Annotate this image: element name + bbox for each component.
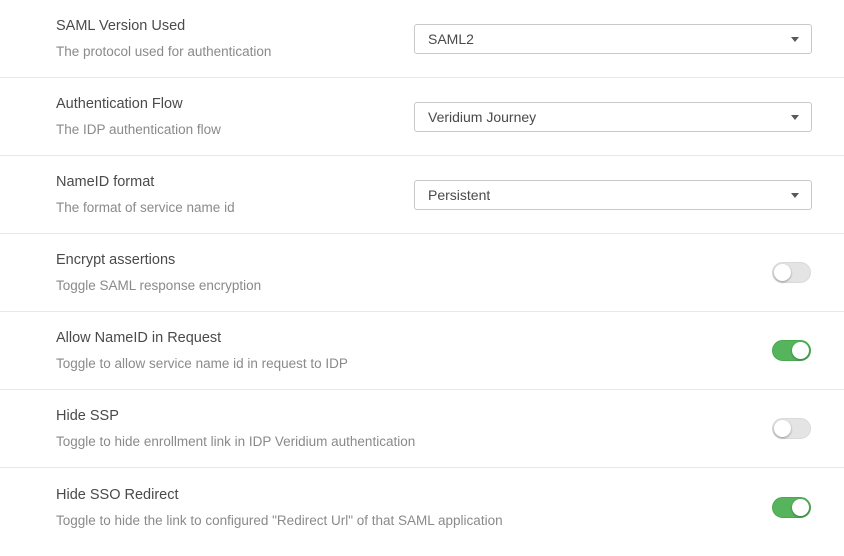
toggle-knob bbox=[774, 264, 791, 281]
setting-row-saml-version-used bbox=[0, 0, 844, 78]
select-saml-version-used[interactable] bbox=[414, 24, 812, 54]
toggle-knob bbox=[792, 342, 809, 359]
setting-text bbox=[56, 16, 271, 61]
toggle-knob bbox=[792, 499, 809, 516]
setting-description-hide-sso-redirect: Toggle to hide the link to configured "Redirect Url" of that SAML application bbox=[56, 512, 503, 528]
select-authentication-flow[interactable] bbox=[414, 102, 812, 132]
setting-text bbox=[56, 406, 416, 451]
setting-label-allow-nameid-in-request: Allow NameID in Request bbox=[56, 330, 222, 346]
chevron-down-icon[interactable] bbox=[791, 115, 799, 120]
setting-label-saml-version-used: SAML Version Used bbox=[56, 18, 186, 34]
setting-label-hide-sso-redirect: Hide SSO Redirect bbox=[56, 486, 179, 503]
setting-label-hide-ssp: Hide SSP bbox=[56, 408, 119, 424]
setting-description-authentication-flow: The IDP authentication flow bbox=[56, 122, 221, 137]
setting-description-encrypt-assertions: Toggle SAML response encryption bbox=[56, 278, 262, 293]
toggle-encrypt-assertions[interactable] bbox=[772, 262, 811, 283]
chevron-down-icon[interactable] bbox=[791, 37, 799, 42]
setting-label-authentication-flow: Authentication Flow bbox=[56, 96, 183, 112]
control-area bbox=[412, 102, 812, 132]
setting-row-encrypt-assertions bbox=[0, 234, 844, 312]
select-value-authentication-flow: Veridium Journey bbox=[428, 108, 537, 125]
toggle-knob bbox=[774, 420, 791, 437]
setting-text bbox=[56, 328, 348, 373]
control-area bbox=[412, 262, 812, 283]
setting-row-hide-ssp bbox=[0, 390, 844, 468]
setting-label-encrypt-assertions: Encrypt assertions bbox=[56, 252, 176, 268]
setting-text bbox=[56, 485, 503, 530]
setting-row-hide-sso-redirect bbox=[0, 468, 844, 546]
setting-description-saml-version-used: The protocol used for authentication bbox=[56, 44, 272, 59]
setting-row-nameid-format bbox=[0, 156, 844, 234]
control-area bbox=[412, 418, 812, 439]
control-area bbox=[412, 497, 812, 518]
chevron-down-icon[interactable] bbox=[791, 193, 799, 198]
setting-text bbox=[56, 172, 235, 217]
setting-text bbox=[56, 250, 261, 295]
setting-row-authentication-flow bbox=[0, 78, 844, 156]
toggle-allow-nameid-in-request[interactable] bbox=[772, 340, 811, 361]
select-value-saml-version-used: SAML2 bbox=[428, 30, 474, 47]
toggle-hide-sso-redirect[interactable] bbox=[772, 497, 811, 518]
select-value-nameid-format: Persistent bbox=[428, 186, 491, 203]
toggle-hide-ssp[interactable] bbox=[772, 418, 811, 439]
setting-description-nameid-format: The format of service name id bbox=[56, 200, 235, 215]
control-area bbox=[412, 340, 812, 361]
setting-label-nameid-format: NameID format bbox=[56, 174, 155, 190]
setting-description-allow-nameid-in-request: Toggle to allow service name id in request to IDP bbox=[56, 356, 348, 371]
setting-text bbox=[56, 94, 221, 139]
select-nameid-format[interactable] bbox=[414, 180, 812, 210]
setting-row-allow-nameid-in-request bbox=[0, 312, 844, 390]
control-area bbox=[412, 180, 812, 210]
control-area bbox=[412, 24, 812, 54]
setting-description-hide-ssp: Toggle to hide enrollment link in IDP Veridium authentication bbox=[56, 434, 416, 449]
